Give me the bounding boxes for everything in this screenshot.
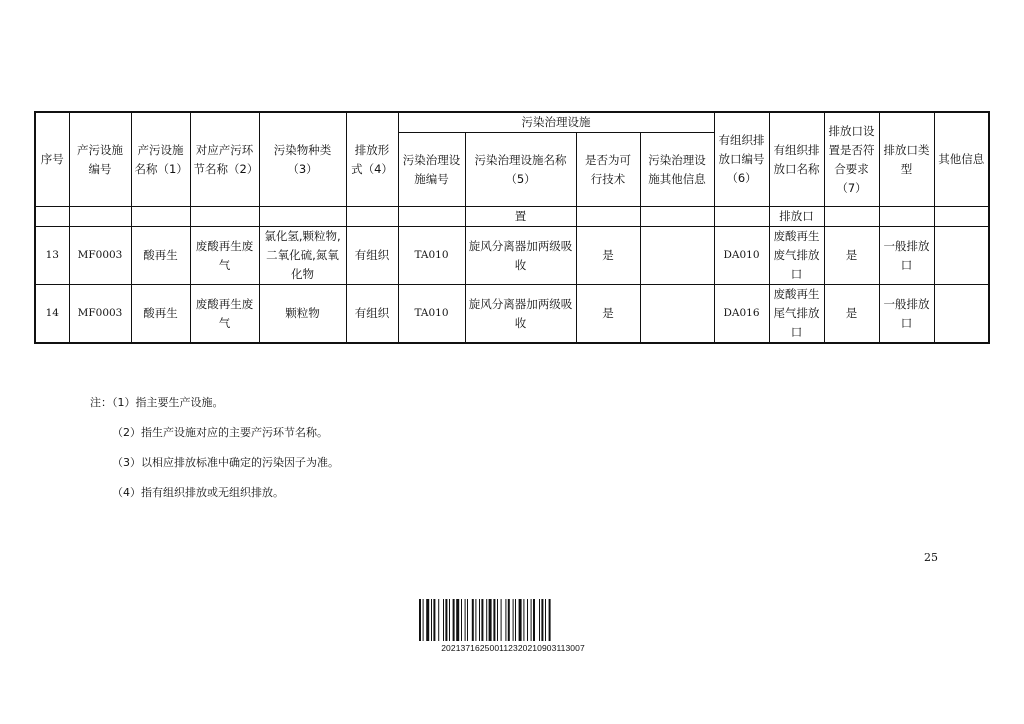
cell-treatment-other	[640, 227, 714, 285]
barcode-bar	[541, 599, 543, 641]
cell-outlet-name: 废酸再生废气排放口	[769, 227, 824, 285]
header-outlet-type: 排放口类型	[879, 112, 934, 207]
header-outlet-no: 有组织排放口编号（6）	[714, 112, 769, 207]
cell-feasible: 是	[576, 285, 640, 344]
cell-emission-form: 有组织	[346, 285, 398, 344]
barcode-bar	[423, 599, 424, 641]
header-compliant: 排放口设置是否符合要求（7）	[824, 112, 879, 207]
header-facility-name: 产污设施名称（1）	[131, 112, 190, 207]
cell-treatment-name: 旋风分离器加两级吸收	[465, 285, 576, 344]
cell-outlet-name: 废酸再生尾气排放口	[769, 285, 824, 344]
barcode-bar	[479, 599, 480, 641]
cell-seq: 14	[35, 285, 69, 344]
barcode-bar	[486, 599, 487, 641]
footnote-1: 注：（1）指主要生产设施。	[90, 396, 224, 409]
barcode-bar	[445, 599, 447, 641]
cell-outlet-no: DA016	[714, 285, 769, 344]
cell-outlet-type: 一般排放口	[879, 227, 934, 285]
cell-compliant: 是	[824, 285, 879, 344]
cell-treatment-no: TA010	[398, 285, 465, 344]
barcode-bar	[545, 599, 546, 641]
cell-emission-form: 有组织	[346, 227, 398, 285]
barcode-bar	[453, 599, 455, 641]
barcode-bar	[508, 599, 510, 641]
table-row	[35, 285, 989, 344]
cell-seq: 13	[35, 227, 69, 285]
barcode-bar	[456, 599, 459, 641]
barcode-bar	[489, 599, 492, 641]
barcode-bar	[443, 599, 444, 641]
cell-pollutant: 颗粒物	[259, 285, 346, 344]
barcode-bar	[426, 599, 429, 641]
barcode-bar	[539, 599, 540, 641]
barcode-bar	[505, 599, 506, 641]
cell-compliant: 是	[824, 227, 879, 285]
barcode-bar	[533, 599, 535, 641]
cell-pollutant: 氯化氢,颗粒物,二氧化硫,氮氧化物	[259, 227, 346, 285]
barcode-bar	[431, 599, 432, 641]
continuation-treatment-name: 置	[465, 207, 576, 227]
barcode-bar	[523, 599, 524, 641]
barcode-bar	[501, 599, 502, 641]
barcode-bar	[419, 599, 421, 641]
barcode-bar	[461, 599, 462, 641]
header-outlet-name: 有组织排放口名称	[769, 112, 824, 207]
header-treatment-group: 污染治理设施	[398, 112, 714, 133]
footnotes	[90, 388, 339, 508]
cell-link-name: 废酸再生废气	[190, 285, 259, 344]
barcode-image	[419, 599, 601, 641]
table-row	[35, 227, 989, 285]
header-row-1	[35, 112, 989, 133]
footnote-4: （4）指有组织排放或无组织排放。	[112, 486, 284, 499]
barcode-bar	[497, 599, 498, 641]
footnote-2: （2）指生产设施对应的主要产污环节名称。	[112, 426, 328, 439]
cell-treatment-other	[640, 285, 714, 344]
barcode-bar	[527, 599, 528, 641]
header-pollutant: 污染物种类（3）	[259, 112, 346, 207]
cell-other	[934, 285, 989, 344]
continuation-outlet-name: 排放口	[769, 207, 824, 227]
header-treatment-no: 污染治理设施编号	[398, 133, 465, 207]
barcode-bar	[467, 599, 468, 641]
header-treatment-name: 污染治理设施名称（5）	[465, 133, 576, 207]
barcode-bar	[433, 599, 435, 641]
cell-link-name: 废酸再生废气	[190, 227, 259, 285]
barcode-bar	[493, 599, 495, 641]
header-treatment-other: 污染治理设施其他信息	[640, 133, 714, 207]
barcode-bar	[513, 599, 514, 641]
cell-treatment-name: 旋风分离器加两级吸收	[465, 227, 576, 285]
barcode-bar	[549, 599, 551, 641]
cell-feasible: 是	[576, 227, 640, 285]
cell-facility-name: 酸再生	[131, 285, 190, 344]
continuation-row	[35, 207, 989, 227]
barcode-bar	[438, 599, 439, 641]
cell-facility-no: MF0003	[69, 227, 131, 285]
cell-treatment-no: TA010	[398, 227, 465, 285]
cell-facility-name: 酸再生	[131, 227, 190, 285]
barcode-bar	[531, 599, 532, 641]
barcode-bar	[472, 599, 474, 641]
barcode-number: 20213716250011232021090311300​7	[441, 643, 585, 653]
cell-outlet-type: 一般排放口	[879, 285, 934, 344]
barcode-bar	[481, 599, 483, 641]
header-link-name: 对应产污环节名称（2）	[190, 112, 259, 207]
barcode-bar	[519, 599, 522, 641]
header-other: 其他信息	[934, 112, 989, 207]
header-feasible: 是否为可行技术	[576, 133, 640, 207]
barcode-bar	[465, 599, 466, 641]
footnote-3: （3）以相应排放标准中确定的污染因子为准。	[112, 456, 339, 469]
header-facility-no: 产污设施编号	[69, 112, 131, 207]
barcode-bar	[515, 599, 516, 641]
barcode-bar	[475, 599, 476, 641]
cell-other	[934, 227, 989, 285]
emission-facility-table	[34, 111, 990, 344]
cell-outlet-no: DA010	[714, 227, 769, 285]
page-number: 25	[924, 551, 938, 564]
header-emission-form: 排放形式（4）	[346, 112, 398, 207]
barcode-bar	[449, 599, 450, 641]
header-seq: 序号	[35, 112, 69, 207]
cell-facility-no: MF0003	[69, 285, 131, 344]
